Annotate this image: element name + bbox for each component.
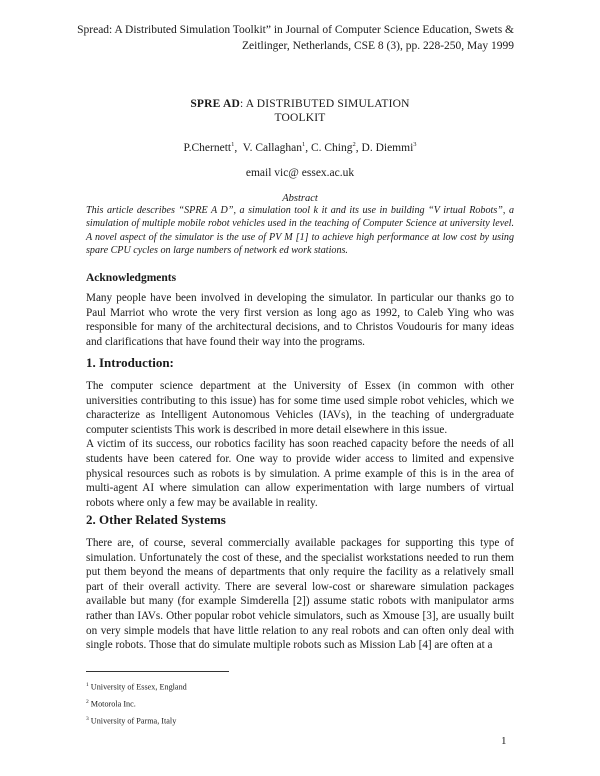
title-line1: : A DISTRIBUTED SIMULATION: [239, 98, 410, 110]
paragraph: The computer science department at the University of Essex (in common with other universities contributing to this issue) has for some time used simple robot vehicles, which we characterize as Intelligent Autonomous Vehicles (IAVs), in the teaching of undergraduate computer scientists This work is described in more detail elsewhere in this issue.: [86, 380, 514, 436]
running-head: Spread: A Distributed Simulation Toolkit” in Journal of Computer Science Education, Swets & Zeitlinger, Netherlands, CSE 8 (3), pp. 228-250, May 1999: [77, 24, 514, 52]
author-separator: ,: [234, 141, 243, 154]
footnote-mark: 1: [86, 682, 89, 688]
author-list: [0, 138, 600, 155]
author-affiliation-mark: 1: [231, 141, 235, 148]
contact-email: email vic@ essex.ac.uk: [245, 167, 355, 179]
section-2-body: There are, of course, several commercially available packages for supporting this type of simulation. Unfortunately the cost of these, and the specialist workstations needed to run them put them beyond the means of departments that only require the facility as a relatively small part of their overall activity. There are several low-cost or shareware simulation packages available but many (for example Simderella [2]) assume static robots with manipulator arms rather than IAVs. Other popular robot vehicle simulators, such as Xmouse [3], are usually built on very simple models that have little relation to any real robots and can often only deal with single robots. Those that do simulate multiple robots such as Mission Lab [4] are often at a: [86, 537, 514, 652]
paragraph: A victim of its success, our robotics facility has soon reached capacity before the needs of all students have been catered for. One way to provide wider access to limited and expensive physical resources such as robots is by simulation. A prime example of this is in the area of multi-agent AI where simulation can allow experimentation with large numbers of virtual robots where only a few may be available in reality.: [86, 438, 514, 509]
footnote-text: Motorola Inc.: [90, 699, 136, 709]
author-separator: ,: [355, 141, 362, 154]
footnote-mark: 3: [86, 716, 89, 722]
author-affiliation-mark: 2: [352, 141, 356, 148]
footnote-mark: 2: [86, 699, 89, 705]
author-affiliation-mark: 3: [413, 141, 417, 148]
page-number: 1: [501, 735, 507, 747]
abstract-heading: Abstract: [282, 193, 318, 204]
abstract-text: This article describes “SPRE A D”, a simulation tool k it and its use in building “V irtual Robots”, a simulation of multiple mobile robot vehicles used in the teaching of Computer Science at university level. A novel aspect of the simulator is the use of PV M [1] to achieve high performance at low cost by using spare CPU cycles on large numbers of network ed work stations.: [86, 205, 514, 256]
section-2-heading: 2. Other Related Systems: [86, 512, 226, 527]
author-separator: ,: [305, 141, 311, 154]
author-name: P.Chernett: [183, 141, 232, 154]
footnote-divider: [86, 671, 229, 672]
author-name: C. Ching: [310, 141, 353, 154]
author-name: V. Callaghan: [242, 141, 302, 154]
section-1-heading: 1. Introduction:: [86, 355, 174, 370]
section-1-body: [86, 379, 514, 510]
acknowledgments-heading: Acknowledgments: [86, 272, 177, 284]
author-affiliation-mark: 1: [301, 141, 306, 148]
footnote-text: University of Parma, Italy: [90, 716, 177, 726]
footnote: [86, 680, 187, 693]
title-bold: SPRE AD: [190, 98, 240, 110]
acknowledgments-text: Many people have been involved in developing the simulator. In particular our thanks go to Paul Marriot who wrote the very first version as long ago as 1992, to Caleb Ying who was responsible for many of the architectural decisions, and to Christos Voudouris for many ideas and clarifications that have found their way into the programs.: [86, 292, 514, 348]
footnote: [86, 697, 136, 710]
footnote: [86, 714, 176, 727]
title-line2: TOOLKIT: [274, 112, 326, 124]
paper-title: [0, 97, 600, 125]
author-name: D. Diemmi: [361, 141, 414, 154]
footnote-text: University of Essex, England: [90, 682, 187, 692]
